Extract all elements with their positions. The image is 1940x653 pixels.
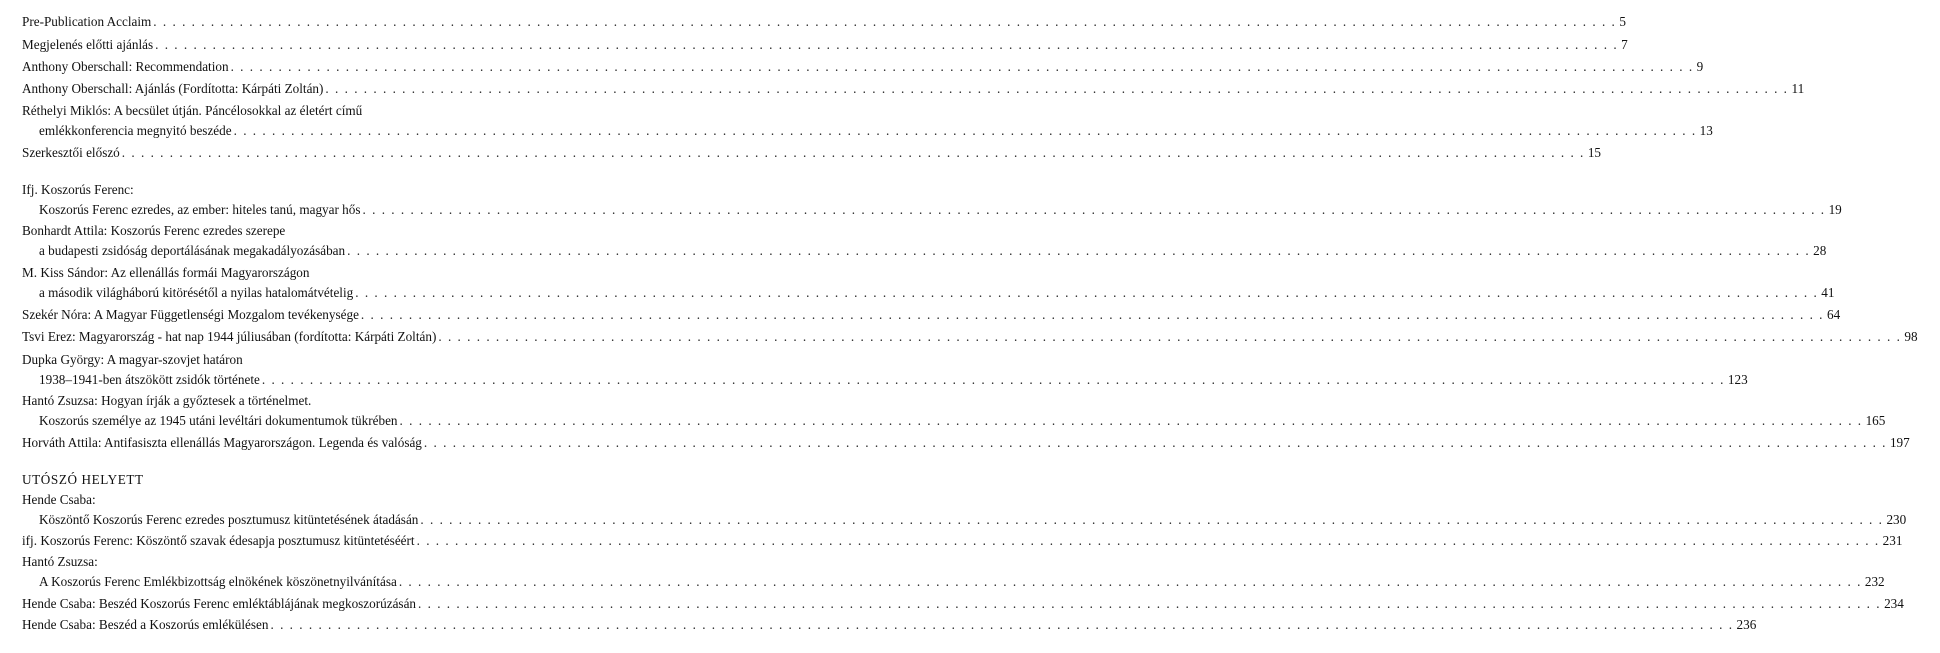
dot-leader bbox=[325, 79, 1788, 99]
dot-leader bbox=[234, 121, 1697, 141]
toc-entry bbox=[0, 433, 1910, 453]
toc-entry-title: Ifj. Koszorús Ferenc: bbox=[22, 182, 134, 197]
dot-leader bbox=[420, 510, 1883, 530]
toc-entry-title: Hende Csaba: Beszéd a Koszorús emlékülésen bbox=[22, 617, 269, 632]
toc-entry-title: emlékkonferencia megnyitó beszéde bbox=[39, 123, 232, 138]
toc-entry-page: 123 bbox=[1727, 372, 1748, 387]
toc-entry-heading bbox=[0, 221, 592, 241]
toc-entry bbox=[0, 615, 1757, 635]
dot-leader bbox=[355, 283, 1818, 303]
toc-entry-heading bbox=[0, 552, 592, 572]
toc-entry-page: 41 bbox=[1821, 285, 1835, 300]
toc-entry bbox=[0, 510, 1907, 530]
toc-entry-page: 64 bbox=[1826, 307, 1841, 322]
toc-entry-title: ifj. Koszorús Ferenc: Köszöntő szavak édesapja posztumusz kitüntetéséért bbox=[22, 533, 415, 548]
toc-entry bbox=[0, 327, 1918, 347]
toc-entry-page: 197 bbox=[1889, 435, 1910, 450]
dot-leader bbox=[418, 594, 1881, 614]
toc-entry-page: 165 bbox=[1865, 413, 1886, 428]
dot-leader bbox=[231, 57, 1694, 77]
toc-entry bbox=[0, 79, 1805, 99]
toc-entry-page: 13 bbox=[1699, 123, 1713, 138]
toc-entry-title: Hantó Zsuzsa: Hogyan írják a győztesek a történelmet. bbox=[22, 393, 312, 408]
toc-entry-title: Anthony Oberschall: Recommendation bbox=[22, 59, 229, 74]
toc-entry-heading bbox=[0, 490, 592, 510]
toc-entry-page: 230 bbox=[1886, 512, 1907, 527]
toc-entry-title: Horváth Attila: Antifasiszta ellenállás Magyarországon. Legenda és valóság bbox=[22, 435, 422, 450]
toc-entry-page: 98 bbox=[1904, 329, 1918, 344]
dot-leader bbox=[400, 411, 1863, 431]
toc-entry bbox=[0, 283, 1835, 303]
toc-entry-heading bbox=[0, 101, 592, 121]
section-heading: UTÓSZÓ HELYETT bbox=[22, 472, 144, 487]
toc-entry bbox=[0, 35, 1628, 55]
dot-leader bbox=[153, 12, 1616, 32]
toc-entry bbox=[0, 370, 1748, 390]
toc-entry-page: 15 bbox=[1587, 145, 1602, 160]
toc-entry bbox=[0, 594, 1904, 614]
toc-entry bbox=[0, 200, 1842, 220]
toc-entry bbox=[0, 531, 1903, 551]
toc-entry-title: 1938–1941-ben átszökött zsidók története bbox=[39, 372, 260, 387]
toc-entry bbox=[0, 57, 1704, 77]
toc-entry bbox=[0, 305, 1841, 325]
toc-entry-title: Hende Csaba: bbox=[22, 492, 96, 507]
toc-entry bbox=[0, 411, 1886, 431]
toc-entry bbox=[0, 572, 1885, 592]
toc-entry-title: Réthelyi Miklós: A becsület útján. Páncélosokkal az életért című bbox=[22, 103, 363, 118]
toc-entry-title: M. Kiss Sándor: Az ellenállás formái Magyarországon bbox=[22, 265, 310, 280]
dot-leader bbox=[262, 370, 1725, 390]
dot-leader bbox=[122, 143, 1585, 163]
toc-entry-title: Pre-Publication Acclaim bbox=[22, 14, 152, 29]
toc-entry-title: Megjelenés előtti ajánlás bbox=[22, 37, 154, 52]
toc-entry-title: a budapesti zsidóság deportálásának megakadályozásában bbox=[39, 243, 346, 258]
dot-leader bbox=[424, 433, 1887, 453]
toc-entry-page: 9 bbox=[1696, 59, 1704, 74]
toc-entry-page: 11 bbox=[1791, 81, 1805, 96]
toc-entry-title: Köszöntő Koszorús Ferenc ezredes posztumusz kitüntetésének átadásán bbox=[39, 512, 419, 527]
toc-entry-page: 28 bbox=[1813, 243, 1827, 258]
dot-leader bbox=[361, 305, 1824, 325]
dot-leader bbox=[363, 200, 1826, 220]
toc-entry-title: Dupka György: A magyar-szovjet határon bbox=[22, 352, 243, 367]
toc-entry-title: Szerkesztői előszó bbox=[22, 145, 120, 160]
toc-entry bbox=[0, 241, 1827, 261]
toc-entry-title: Hantó Zsuzsa: bbox=[22, 554, 98, 569]
toc-entry-heading bbox=[0, 180, 592, 200]
toc-entry-heading bbox=[0, 263, 592, 283]
dot-leader bbox=[347, 241, 1810, 261]
toc-entry-title: Koszorús személye az 1945 utáni levéltári dokumentumok tükrében bbox=[39, 413, 398, 428]
toc-entry-page: 231 bbox=[1882, 533, 1903, 548]
toc-entry-title: Koszorús Ferenc ezredes, az ember: hiteles tanú, magyar hős bbox=[39, 202, 361, 217]
dot-leader bbox=[438, 327, 1901, 347]
dot-leader bbox=[270, 615, 1733, 635]
toc-entry-page: 232 bbox=[1864, 574, 1885, 589]
toc-entry bbox=[0, 143, 1602, 163]
toc-entry-title: Hende Csaba: Beszéd Koszorús Ferenc emléktáblájának megkoszorúzásán bbox=[22, 596, 417, 611]
toc-entry-title: Anthony Oberschall: Ajánlás (Fordította: Kárpáti Zoltán) bbox=[22, 81, 324, 96]
dot-leader bbox=[417, 531, 1880, 551]
toc-entry-heading bbox=[0, 391, 592, 411]
toc-entry-title: A Koszorús Ferenc Emlékbizottság elnökének köszönetnyilvánítása bbox=[39, 574, 397, 589]
toc-entry bbox=[0, 12, 1626, 32]
toc-entry-page: 19 bbox=[1828, 202, 1842, 217]
toc-entry-page: 5 bbox=[1619, 14, 1626, 29]
toc-entry-title: Bonhardt Attila: Koszorús Ferenc ezredes szerepe bbox=[22, 223, 286, 238]
toc-entry-page: 234 bbox=[1884, 596, 1904, 611]
toc-entry-heading bbox=[0, 350, 592, 370]
toc-entry-page: 236 bbox=[1736, 617, 1757, 632]
toc-entry bbox=[0, 121, 1713, 141]
dot-leader bbox=[399, 572, 1862, 592]
toc-entry-title: a második világháború kitörésétől a nyilas hatalomátvételig bbox=[39, 285, 354, 300]
dot-leader bbox=[155, 35, 1618, 55]
toc-entry-title: Szekér Nóra: A Magyar Függetlenségi Mozgalom tevékenysége bbox=[22, 307, 359, 322]
toc-entry-page: 7 bbox=[1621, 37, 1628, 52]
toc-entry-title: Tsvi Erez: Magyarország - hat nap 1944 júliusában (fordította: Kárpáti Zoltán) bbox=[22, 329, 437, 344]
